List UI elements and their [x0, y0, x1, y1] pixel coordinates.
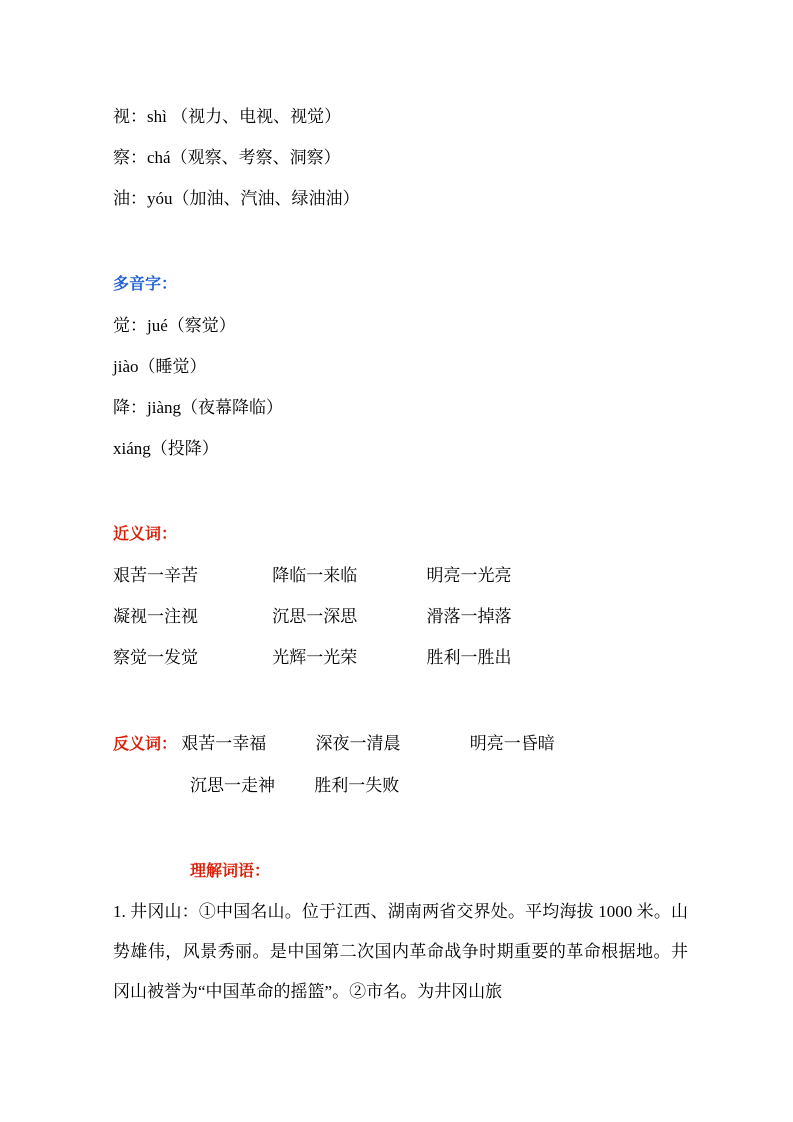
- vocab-line-shi: 视：shì （视力、电视、视觉）: [113, 107, 342, 126]
- understand-item: [113, 892, 688, 1012]
- synonym-row: [113, 637, 688, 678]
- synonym-pair: 滑落一掉落: [426, 607, 512, 626]
- spacer: [113, 806, 688, 851]
- synonym-pair: 艰苦一辛苦: [113, 566, 198, 585]
- vocab-line-you: 油：yóu（加油、汽油、绿油油）: [113, 189, 360, 208]
- synonym-pair: 降临一来临: [272, 566, 358, 585]
- section-heading-polyphone: 多音字：: [113, 276, 178, 293]
- vocab-line-cha: 察：chá（观察、考察、洞察）: [113, 148, 341, 167]
- polyphone-line-xiang: xiáng（投降）: [113, 439, 219, 458]
- spacer: [113, 678, 688, 723]
- item-number: 1.: [113, 902, 126, 921]
- polyphone-line-jiang: 降：jiàng（夜幕降临）: [113, 398, 283, 417]
- antonym-row-second: [113, 765, 688, 806]
- synonym-row: [113, 596, 688, 637]
- spacer: [113, 469, 688, 514]
- synonym-pair: 光辉一光荣: [272, 648, 358, 667]
- synonym-pair: 明亮一光亮: [426, 566, 512, 585]
- antonym-pair: 深夜一清晨: [315, 734, 401, 753]
- antonym-pair: 胜利一失败: [314, 776, 400, 795]
- section-heading-antonyms: 反义词：: [113, 736, 178, 753]
- synonym-pair: 胜利一胜出: [426, 648, 512, 667]
- synonym-pair: 沉思一深思: [272, 607, 358, 626]
- section-heading-understand: 理解词语：: [190, 863, 271, 880]
- section-heading-synonyms: 近义词：: [113, 526, 178, 543]
- polyphone-line-jiao: jiào（睡觉）: [113, 357, 207, 376]
- synonym-row: [113, 555, 688, 596]
- synonym-pair: 凝视一注视: [113, 607, 198, 626]
- document-content: [113, 96, 688, 1012]
- antonym-pair: 明亮一昏暗: [469, 734, 555, 753]
- synonym-pair: 察觉一发觉: [113, 648, 198, 667]
- antonym-pair: 艰苦一幸福: [181, 734, 267, 753]
- spacer: [113, 219, 688, 264]
- antonym-row-first: [113, 723, 688, 765]
- antonym-pair: 沉思一走神: [190, 776, 275, 795]
- item-text: 井冈山：①中国名山。位于江西、湖南两省交界处。平均海拔 1000 米。山势雄伟，风景秀丽。是中国第二次国内革命战争时期重要的革命根据地。井冈山被誉为“中国革命的摇篮”。②市名。为井冈山旅: [113, 902, 688, 1001]
- polyphone-line-jue: 觉：jué（察觉）: [113, 316, 236, 335]
